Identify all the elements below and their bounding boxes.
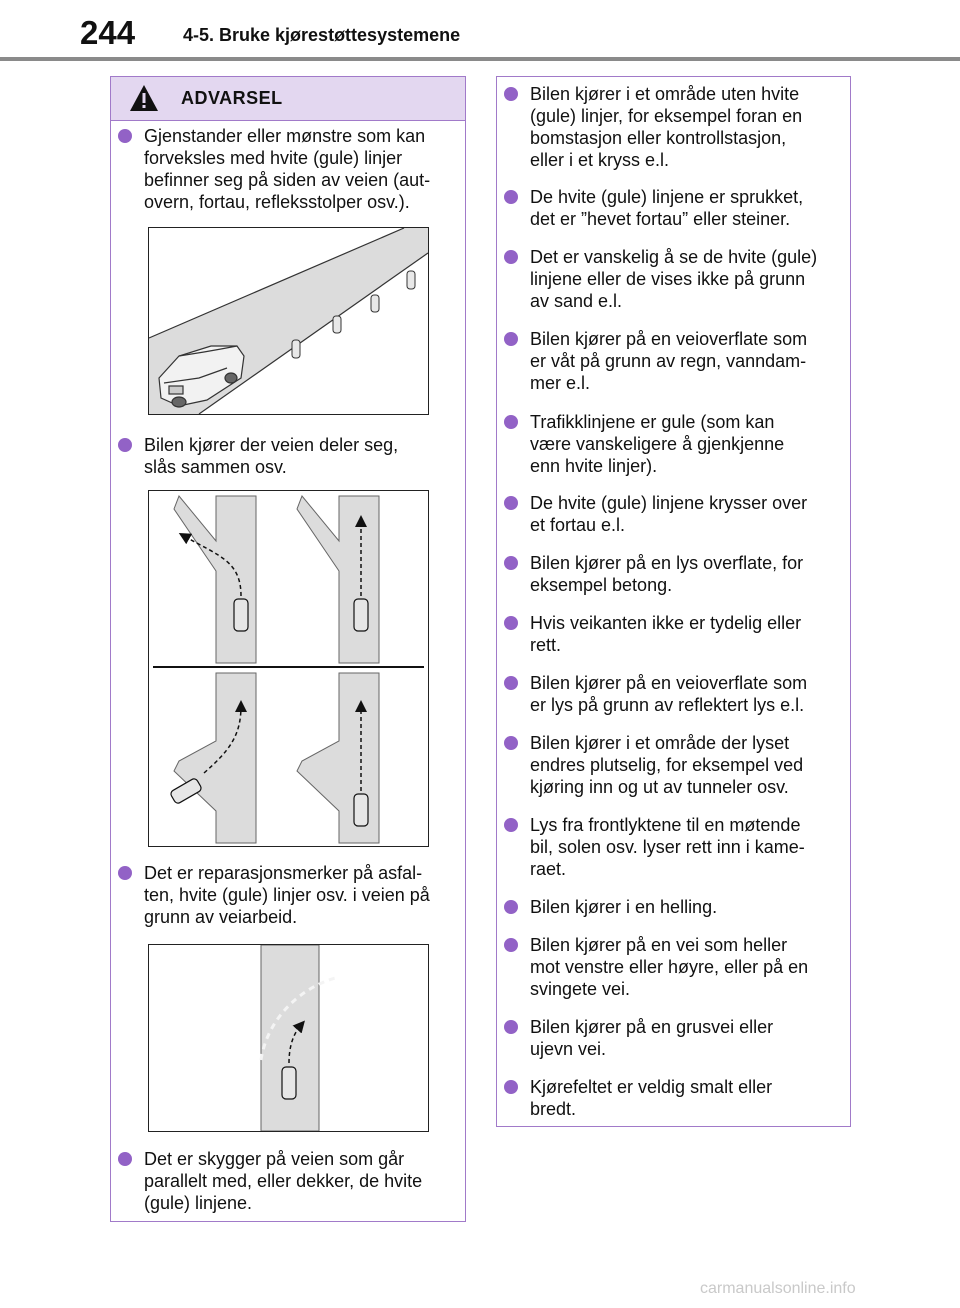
bullet-dot-icon	[504, 938, 518, 952]
right-bullet-7: Bilen kjører på en lys overflate, for eksempel betong.	[504, 552, 844, 596]
bullet-dot-icon	[504, 496, 518, 510]
bullet-dot-icon	[504, 818, 518, 832]
right-bullet-11: Lys fra frontlyktene til en møtende bil, solen osv. lyser rett inn i kame- raet.	[504, 814, 844, 880]
right-bullet-3: Det er vanskelig å se de hvite (gule) linjene eller de vises ikke på grunn av sand e.l.	[504, 246, 844, 312]
header-divider	[0, 57, 960, 61]
page-number: 244	[80, 14, 136, 51]
watermark: carmanualsonline.info	[700, 1280, 856, 1297]
warning-triangle-icon	[129, 83, 159, 113]
right-bullet-2: De hvite (gule) linjene er sprukket, det er ”hevet fortau” eller steiner.	[504, 186, 844, 230]
warning-header	[111, 77, 465, 121]
bullet-dot-icon	[504, 900, 518, 914]
right-bullet-10: Bilen kjører i et område der lyset endres plutselig, for eksempel ved kjøring inn og ut av tunneler osv.	[504, 732, 844, 798]
section-title: 4-5. Bruke kjørestøttesystemene	[183, 25, 461, 45]
bullet-dot-icon	[504, 556, 518, 570]
figure-repair-marks	[148, 944, 429, 1132]
warning-bullet-2: Bilen kjører der veien deler seg, slås sammen osv.	[118, 434, 458, 478]
right-bullet-14: Bilen kjører på en grusvei eller ujevn vei.	[504, 1016, 844, 1060]
bullet-dot-icon	[504, 250, 518, 264]
bullet-dot-icon	[504, 332, 518, 346]
figure-reflector-posts	[148, 227, 429, 415]
right-bullet-6: De hvite (gule) linjene krysser over et fortau e.l.	[504, 492, 844, 536]
warning-bullet-1: Gjenstander eller mønstre som kan forveksles med hvite (gule) linjer befinner seg på siden av veien (aut- overn, fortau, refleksstolper osv.).	[118, 125, 458, 213]
bullet-dot-icon	[118, 866, 132, 880]
warning-label: ADVARSEL	[181, 88, 283, 108]
bullet-dot-icon	[118, 1152, 132, 1166]
page-header	[0, 0, 960, 62]
bullet-dot-icon	[504, 616, 518, 630]
right-bullet-13: Bilen kjører på en vei som heller mot venstre eller høyre, eller på en svingete vei.	[504, 934, 844, 1000]
right-bullet-8: Hvis veikanten ikke er tydelig eller rett.	[504, 612, 844, 656]
right-bullet-1: Bilen kjører i et område uten hvite (gule) linjer, for eksempel foran en bomstasjon eller kontrollstasjon, eller i et kryss e.l.	[504, 83, 844, 171]
bullet-dot-icon	[504, 87, 518, 101]
bullet-dot-icon	[504, 736, 518, 750]
bullet-dot-icon	[504, 415, 518, 429]
bullet-dot-icon	[504, 676, 518, 690]
warning-bullet-4: Det er skygger på veien som går parallelt med, eller dekker, de hvite (gule) linjene.	[118, 1148, 458, 1214]
right-bullet-12: Bilen kjører i en helling.	[504, 896, 844, 918]
right-bullet-15: Kjørefeltet er veldig smalt eller bredt.	[504, 1076, 844, 1120]
right-bullet-4: Bilen kjører på en veioverflate som er våt på grunn av regn, vanndam- mer e.l.	[504, 328, 844, 394]
warning-bullet-3: Det er reparasjonsmerker på asfal- ten, hvite (gule) linjer osv. i veien på grunn av veiarbeid.	[118, 862, 458, 928]
bullet-dot-icon	[118, 129, 132, 143]
right-bullet-9: Bilen kjører på en veioverflate som er lys på grunn av reflektert lys e.l.	[504, 672, 844, 716]
right-bullet-5: Trafikklinjene er gule (som kan være vanskeligere å gjenkjenne enn hvite linjer).	[504, 411, 844, 477]
figure-road-split-merge	[148, 490, 429, 847]
bullet-dot-icon	[504, 190, 518, 204]
bullet-dot-icon	[504, 1080, 518, 1094]
bullet-dot-icon	[118, 438, 132, 452]
bullet-dot-icon	[504, 1020, 518, 1034]
